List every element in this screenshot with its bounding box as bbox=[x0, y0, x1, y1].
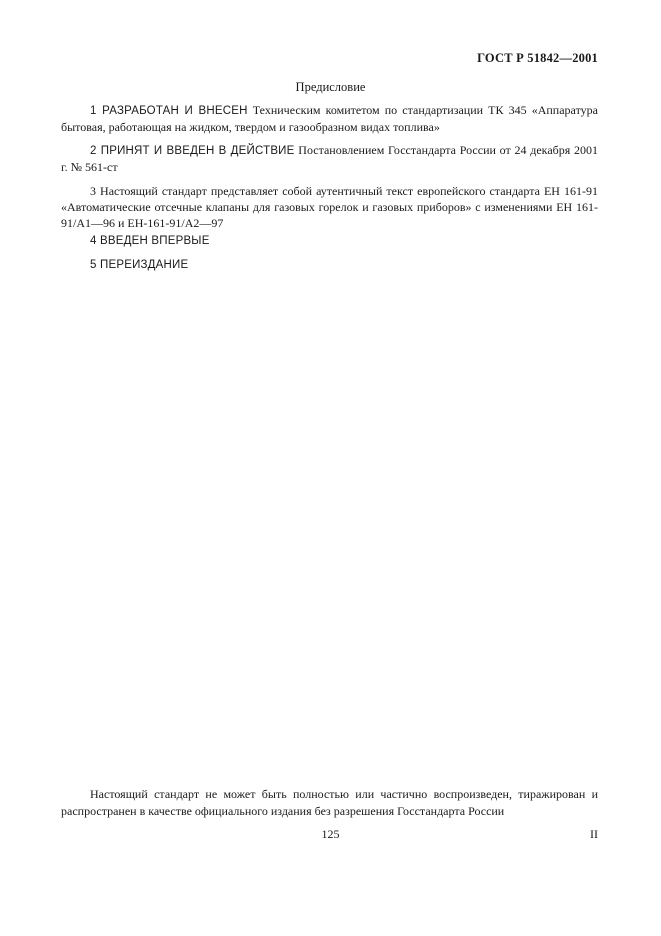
foreword-item-2-text: Постановлением Госстандарта России от 24 декабря 2001 г. № 561-ст bbox=[61, 143, 599, 174]
foreword-item-2-lead: 2 ПРИНЯТ И ВВЕДЕН В ДЕЙСТВИЕ bbox=[90, 145, 295, 157]
foreword-item-1-lead: 1 РАЗРАБОТАН И ВНЕСЕН bbox=[90, 105, 248, 117]
foreword-item-4-lead: 4 ВВЕДЕН ВПЕРВЫЕ bbox=[90, 235, 210, 247]
copyright-note: Настоящий стандарт не может быть полностью или частично воспроизведен, тиражирован и распространен в качестве официального издания без разрешения Госстандарта России bbox=[61, 787, 598, 818]
foreword-heading: Предисловие bbox=[295, 80, 366, 94]
foreword-item-3 bbox=[61, 183, 598, 231]
foreword-item-5 bbox=[61, 256, 598, 273]
foreword-item-4 bbox=[61, 232, 598, 249]
foreword-item-5-lead: 5 ПЕРЕИЗДАНИЕ bbox=[90, 259, 189, 271]
foreword-item-1-text: Техническим комитетом по стандартизации ТК 345 «Аппаратура бытовая, работающая на жидком, твердом и газообразном видах топлива» bbox=[61, 103, 598, 134]
roman-page-number: II bbox=[590, 827, 598, 841]
foreword-item-3-text: 3 Настоящий стандарт представляет собой аутентичный текст европейского стандарта ЕН 161-91 «Автоматические отсечные клапаны для газовых горелок и газовых приборов» с изменениями ЕН 161-91/А1—96 и ЕН-161-91/А2—97 bbox=[61, 184, 598, 230]
foreword-item-2 bbox=[61, 142, 598, 175]
foreword-item-1 bbox=[61, 102, 598, 135]
document-number: ГОСТ Р 51842—2001 bbox=[477, 51, 598, 65]
page-number: 125 bbox=[321, 827, 340, 841]
